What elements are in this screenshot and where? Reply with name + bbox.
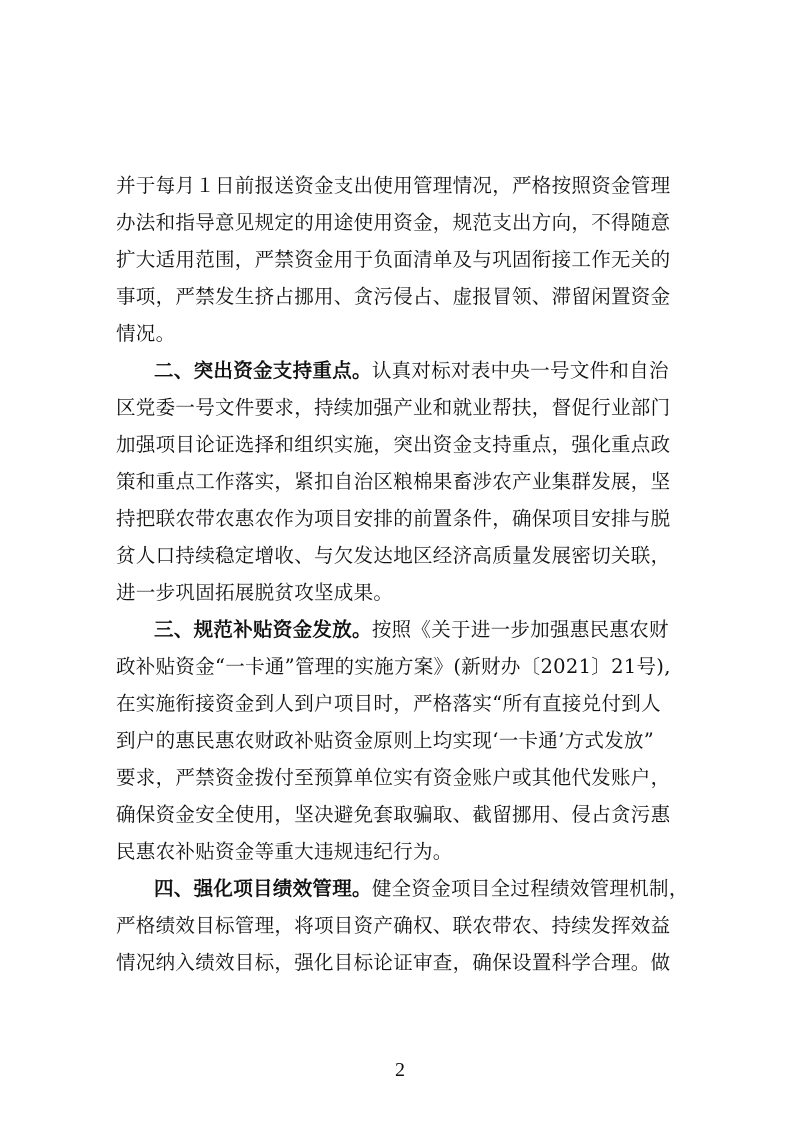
page-number: 2 xyxy=(395,1059,405,1081)
paragraph-line: 贫人口持续稳定增收、与欠发达地区经济高质量发展密切关联， xyxy=(116,544,671,567)
section-3-first-line xyxy=(154,614,696,646)
paragraph-line: 加强项目论证选择和组织实施，突出资金支持重点，强化重点政 xyxy=(116,433,671,456)
paragraph-line: 事项，严禁发生挤占挪用、贪污侵占、虚报冒领、滞留闲置资金 xyxy=(116,285,671,308)
paragraph-line: 严格绩效目标管理，将项目资产确权、联农带农、持续发挥效益 xyxy=(116,914,671,937)
paragraph-line: 到户的惠民惠农财政补贴资金原则上均实现‘一卡通’方式发放” xyxy=(116,729,655,752)
section-2-heading: 二、突出资金支持重点。 xyxy=(154,359,372,382)
paragraph-line: 并于每月１日前报送资金支出使用管理情况，严格按照资金管理 xyxy=(116,174,671,197)
paragraph-line: 民惠农补贴资金等重大违规违纪行为。 xyxy=(116,840,453,863)
paragraph-line: 情况纳入绩效目标，强化目标论证审查，确保设置科学合理。做 xyxy=(116,951,671,974)
paragraph-line: 进一步巩固拓展脱贫攻坚成果。 xyxy=(116,581,394,604)
paragraph-line: 区党委一号文件要求，持续加强产业和就业帮扶，督促行业部门 xyxy=(116,396,671,419)
paragraph-line: 情况。 xyxy=(116,322,176,345)
section-3-text: 按照《关于进一步加强惠民惠农财 xyxy=(371,618,669,641)
paragraph-line: 扩大适用范围，严禁资金用于负面清单及与巩固衔接工作无关的 xyxy=(116,248,671,271)
section-2-text: 认真对标对表中央一号文件和自治 xyxy=(371,359,669,382)
section-4-text: 健全资金项目全过程绩效管理机制， xyxy=(371,877,689,900)
paragraph-line: 办法和指导意见规定的用途使用资金，规范支出方向，不得随意 xyxy=(116,211,671,234)
paragraph-line: 政补贴资金“一卡通”管理的实施方案》(新财办〔2021〕21号), xyxy=(116,655,671,678)
paragraph-line: 策和重点工作落实，紧扣自治区粮棉果畜涉农产业集群发展，坚 xyxy=(116,470,671,493)
paragraph-line: 确保资金安全使用，坚决避免套取骗取、截留挪用、侵占贪污惠 xyxy=(116,803,671,826)
paragraph-line: 持把联农带农惠农作为项目安排的前置条件，确保项目安排与脱 xyxy=(116,507,671,530)
section-4-heading: 四、强化项目绩效管理。 xyxy=(154,877,372,900)
paragraph-line: 在实施衔接资金到人到户项目时，严格落实“所有直接兑付到人 xyxy=(116,692,661,715)
section-3-heading: 三、规范补贴资金发放。 xyxy=(154,618,372,641)
paragraph-line: 要求，严禁资金拨付至预算单位实有资金账户或其他代发账户， xyxy=(116,766,671,789)
section-4-first-line xyxy=(154,873,696,905)
section-2-first-line xyxy=(154,355,696,387)
